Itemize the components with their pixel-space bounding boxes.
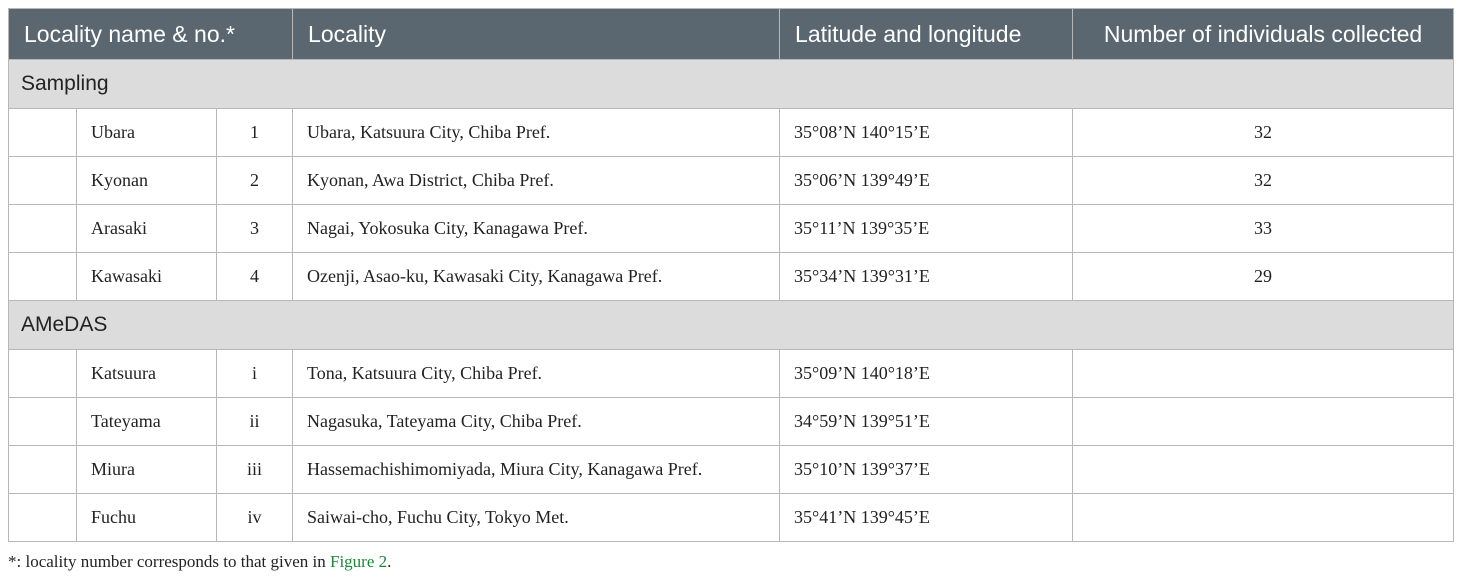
indent-cell [9, 398, 77, 446]
name-cell: Kyonan [77, 157, 217, 205]
indent-cell [9, 109, 77, 157]
locality-cell: Saiwai-cho, Fuchu City, Tokyo Met. [293, 494, 780, 542]
latlong-cell: 35°06’N 139°49’E [780, 157, 1073, 205]
table-row [9, 398, 1454, 446]
header-lat-long: Latitude and longitude [780, 9, 1073, 60]
name-cell: Miura [77, 446, 217, 494]
section-row-sampling [9, 60, 1454, 109]
count-cell: 29 [1073, 253, 1454, 301]
locality-cell: Nagasuka, Tateyama City, Chiba Pref. [293, 398, 780, 446]
indent-cell [9, 157, 77, 205]
count-cell [1073, 494, 1454, 542]
indent-cell [9, 205, 77, 253]
locality-cell: Ozenji, Asao-ku, Kawasaki City, Kanagawa Pref. [293, 253, 780, 301]
indent-cell [9, 446, 77, 494]
name-cell: Katsuura [77, 350, 217, 398]
header-row [9, 9, 1454, 60]
no-cell: ii [217, 398, 293, 446]
latlong-cell: 35°09’N 140°18’E [780, 350, 1073, 398]
footnote-end: . [387, 552, 392, 571]
indent-cell [9, 494, 77, 542]
table-row [9, 253, 1454, 301]
table-row [9, 494, 1454, 542]
name-cell: Ubara [77, 109, 217, 157]
no-cell: 3 [217, 205, 293, 253]
latlong-cell: 35°34’N 139°31’E [780, 253, 1073, 301]
no-cell: 1 [217, 109, 293, 157]
latlong-cell: 35°10’N 139°37’E [780, 446, 1073, 494]
no-cell: i [217, 350, 293, 398]
table-row [9, 205, 1454, 253]
table-footnote [8, 552, 391, 572]
locality-table [8, 8, 1454, 542]
table-row [9, 446, 1454, 494]
latlong-cell: 35°41’N 139°45’E [780, 494, 1073, 542]
name-cell: Kawasaki [77, 253, 217, 301]
table-row [9, 109, 1454, 157]
latlong-cell: 35°11’N 139°35’E [780, 205, 1073, 253]
locality-cell: Nagai, Yokosuka City, Kanagawa Pref. [293, 205, 780, 253]
count-cell [1073, 398, 1454, 446]
no-cell: 2 [217, 157, 293, 205]
indent-cell [9, 253, 77, 301]
header-locality: Locality [293, 9, 780, 60]
locality-cell: Kyonan, Awa District, Chiba Pref. [293, 157, 780, 205]
locality-cell: Tona, Katsuura City, Chiba Pref. [293, 350, 780, 398]
indent-cell [9, 350, 77, 398]
no-cell: iv [217, 494, 293, 542]
latlong-cell: 35°08’N 140°15’E [780, 109, 1073, 157]
figure-2-link[interactable]: Figure 2 [330, 552, 388, 571]
table-row [9, 350, 1454, 398]
count-cell [1073, 350, 1454, 398]
locality-cell: Ubara, Katsuura City, Chiba Pref. [293, 109, 780, 157]
section-title: AMeDAS [9, 301, 1454, 350]
table-row [9, 157, 1454, 205]
name-cell: Fuchu [77, 494, 217, 542]
count-cell: 33 [1073, 205, 1454, 253]
locality-table-container [8, 8, 1453, 542]
no-cell: 4 [217, 253, 293, 301]
latlong-cell: 34°59’N 139°51’E [780, 398, 1073, 446]
footnote-text: *: locality number corresponds to that given in [8, 552, 330, 571]
count-cell: 32 [1073, 157, 1454, 205]
name-cell: Arasaki [77, 205, 217, 253]
section-row-amedas [9, 301, 1454, 350]
count-cell [1073, 446, 1454, 494]
header-locality-name-no: Locality name & no.* [9, 9, 293, 60]
name-cell: Tateyama [77, 398, 217, 446]
count-cell: 32 [1073, 109, 1454, 157]
locality-cell: Hassemachishimomiyada, Miura City, Kanagawa Pref. [293, 446, 780, 494]
no-cell: iii [217, 446, 293, 494]
section-title: Sampling [9, 60, 1454, 109]
header-count: Number of individuals collected [1073, 9, 1454, 60]
